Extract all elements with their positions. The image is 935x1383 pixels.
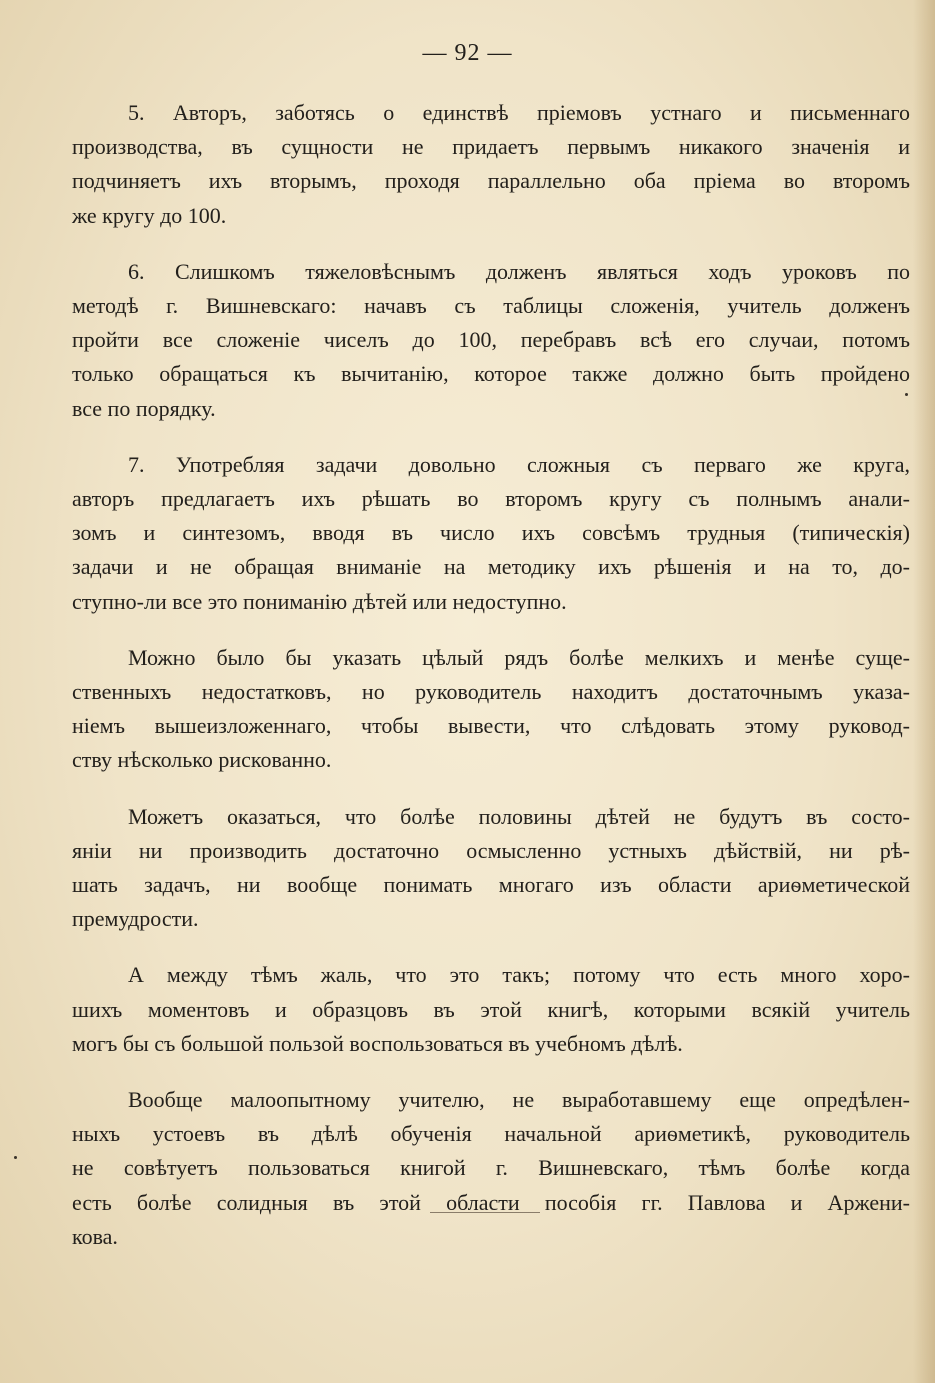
text-line: премудрости. [72, 906, 199, 932]
text-line: есть болѣе солидныя въ этой области пособія гг. Павлова и Аржени- [72, 1189, 910, 1215]
body-text [72, 96, 910, 1276]
text-line: яніи ни производить достаточно осмысленно устныхъ дѣйствій, ни рѣ- [72, 837, 910, 863]
text-line: все по порядку. [72, 395, 216, 421]
paragraph-item-5 [72, 96, 910, 233]
text-line: ніемъ вышеизложеннаго, чтобы вывести, что слѣдовать этому руковод- [72, 713, 910, 739]
text-line: авторъ предлагаетъ ихъ рѣшать во второмъ кругу съ полнымъ анали- [72, 486, 910, 512]
text-line: могъ бы съ большой пользой воспользоваться въ учебномъ дѣлѣ. [72, 1030, 683, 1056]
page-edge-shadow [913, 0, 935, 1383]
text-line: ству нѣсколько рискованно. [72, 747, 332, 773]
text-line: кова. [72, 1223, 118, 1249]
paragraph-children [72, 800, 910, 937]
page-number: — 92 — [422, 40, 513, 66]
text-line: А между тѣмъ жаль, что это такъ; потому что есть много хоро- [128, 962, 910, 988]
paragraph-item-7 [72, 448, 910, 619]
text-line: же кругу до 100. [72, 202, 227, 228]
text-line: 6. Слишкомъ тяжеловѣснымъ долженъ являться ходъ уроковъ по [128, 258, 910, 284]
text-line: Можно было бы указать цѣлый рядъ болѣе мелкихъ и менѣе суще- [128, 644, 910, 670]
text-line: только обращаться къ вычитанію, которое также должно быть пройдено [72, 361, 910, 387]
paragraph-pity [72, 958, 910, 1061]
text-line: задачи и не обращая вниманіе на методику ихъ рѣшенія и на то, до- [72, 554, 910, 580]
text-line: зомъ и синтезомъ, вводя въ число ихъ совсѣмъ трудныя (типическія) [72, 520, 910, 546]
text-line: ступно-ли все это пониманію дѣтей или недоступно. [72, 588, 567, 614]
text-line: 7. Употребляя задачи довольно сложныя съ перваго же круга, [128, 451, 910, 477]
text-line: ныхъ устоевъ въ дѣлѣ обученія начальной ариѳметикѣ, руководитель [72, 1121, 910, 1147]
text-line: методѣ г. Вишневскаго: начавъ съ таблицы сложенія, учитель долженъ [72, 293, 910, 319]
ink-speck [905, 393, 908, 396]
paragraph-item-6 [72, 255, 910, 426]
text-line: производства, въ сущности не придаетъ первымъ никакого значенія и [72, 134, 910, 160]
ink-speck [14, 1156, 17, 1159]
paragraph-shortcomings [72, 641, 910, 778]
text-line: подчиняетъ ихъ вторымъ, проходя параллельно оба пріема во второмъ [72, 168, 910, 194]
text-line: шихъ моментовъ и образцовъ въ этой книгѣ, которыми всякій учитель [72, 996, 910, 1022]
paragraph-conclusion [72, 1083, 910, 1254]
text-line: шать задачъ, ни вообще понимать многаго изъ области ариѳметической [72, 872, 910, 898]
text-line: Можетъ оказаться, что болѣе половины дѣтей не будутъ въ состо- [128, 803, 910, 829]
text-line: 5. Авторъ, заботясь о единствѣ пріемовъ устнаго и письменнаго [128, 100, 910, 125]
text-line: не совѣтуетъ пользоваться книгой г. Вишневскаго, тѣмъ болѣе когда [72, 1155, 910, 1181]
text-line: Вообще малоопытному учителю, не выработавшему еще опредѣлен- [128, 1087, 910, 1113]
section-end-rule [430, 1212, 540, 1213]
text-line: ственныхъ недостатковъ, но руководитель находитъ достаточнымъ указа- [72, 679, 910, 705]
text-line: пройти все сложеніе чиселъ до 100, перебравъ всѣ его случаи, потомъ [72, 327, 910, 353]
